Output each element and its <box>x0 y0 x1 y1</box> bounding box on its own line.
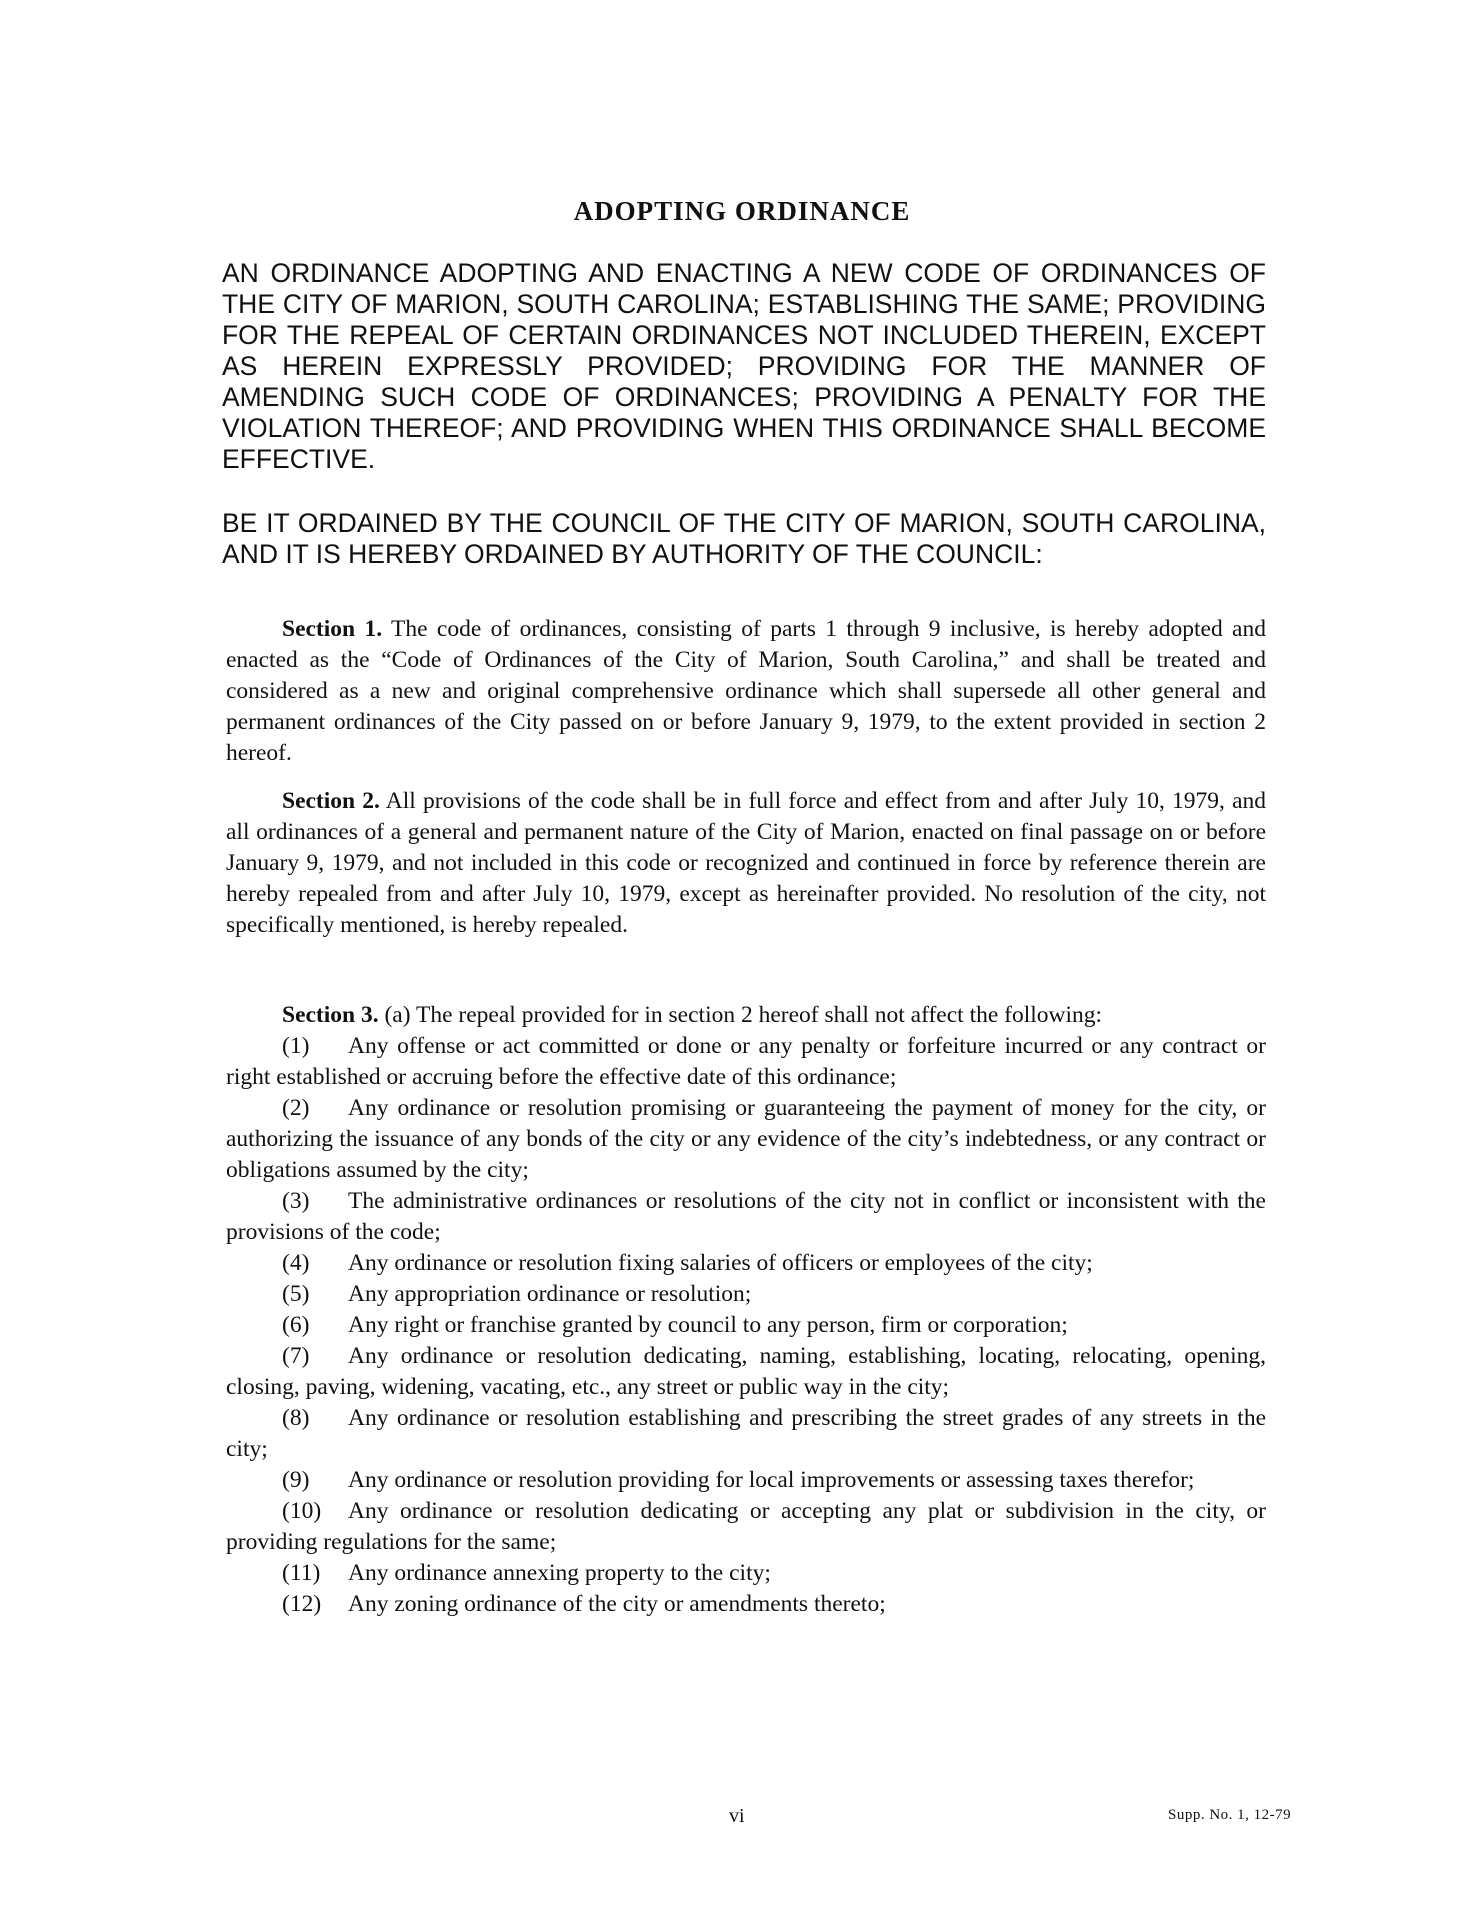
list-item-text: Any ordinance or resolution promising or guaranteeing the payment of money for the city, or authorizing the issuance of any bonds of the city or any evidence of the city’s indebtedness, or any contract or obligations assumed by the city; <box>226 1095 1266 1183</box>
section-2-paragraph <box>226 786 1266 941</box>
list-item <box>226 1465 1266 1496</box>
section-3-text: (a) The repeal provided for in section 2 hereof shall not affect the following: <box>384 1002 1103 1028</box>
supplement-note: Supp. No. 1, 12-79 <box>1168 1807 1292 1823</box>
list-item-text: Any ordinance or resolution dedicating or accepting any plat or subdivision in the city, or providing regulations for the same; <box>226 1498 1266 1555</box>
page-number: vi <box>729 1805 745 1827</box>
list-item-number: (7) <box>282 1343 310 1369</box>
list-item <box>226 1341 1266 1403</box>
list-item-number: (2) <box>282 1095 310 1121</box>
list-item <box>226 1496 1266 1558</box>
list-item <box>226 1279 1266 1310</box>
ordinance-title: AN ORDINANCE ADOPTING AND ENACTING A NEW CODE OF ORDINANCES OF THE CITY OF MARION, SOUTH CAROLINA; ESTABLISHING THE SAME; PROVIDING FOR THE REPEAL OF CERTAIN ORDINANCES NOT INCLUDED THEREIN, EXCEPT AS HEREIN EXPRESSLY PROVIDED; PROVIDING FOR THE MANNER OF AMENDING SUCH CODE OF ORDINANCES; PROVIDING A PENALTY FOR THE VIOLATION THEREOF; AND PROVIDING WHEN THIS ORDINANCE SHALL BECOME EFFECTIVE. <box>222 258 1266 474</box>
list-item-text: Any offense or act committed or done or any penalty or forfeiture incurred or any contract or right established or accruing before the effective date of this ordinance; <box>226 1033 1266 1090</box>
section-3-label: Section 3. <box>282 1002 379 1028</box>
list-item-number: (5) <box>282 1281 310 1307</box>
list-item-number: (4) <box>282 1250 310 1276</box>
list-item-text: Any ordinance or resolution dedicating, naming, establishing, locating, relocating, opening, closing, paving, widening, vacating, etc., any street or public way in the city; <box>226 1343 1266 1400</box>
list-item-number: (9) <box>282 1467 310 1493</box>
list-item-number: (10) <box>282 1498 322 1524</box>
list-item <box>226 1310 1266 1341</box>
section-2 <box>226 786 1266 941</box>
list-item-number: (12) <box>282 1591 322 1617</box>
list-item-number: (8) <box>282 1405 310 1431</box>
section-1 <box>226 614 1266 769</box>
list-item-number: (3) <box>282 1188 310 1214</box>
section-2-text: All provisions of the code shall be in full force and effect from and after July 10, 1979, and all ordinances of a general and permanent nature of the City of Marion, enacted on final passage on or before January 9, 1979, and not included in this code or recognized and continued in force by reference therein are hereby repealed from and after July 10, 1979, except as hereinafter provided. No resolution of the city, not specifically mentioned, is hereby repealed. <box>226 788 1267 938</box>
section-1-paragraph <box>226 614 1266 769</box>
list-item <box>226 1558 1266 1589</box>
list-item-text: Any right or franchise granted by council to any person, firm or corporation; <box>348 1312 1068 1338</box>
list-item-text: The administrative ordinances or resolutions of the city not in conflict or inconsistent with the provisions of the code; <box>226 1188 1266 1245</box>
list-item-text: Any ordinance annexing property to the city; <box>348 1560 771 1586</box>
document-title: ADOPTING ORDINANCE <box>573 196 911 226</box>
list-item-number: (6) <box>282 1312 310 1338</box>
ordaining-clause: BE IT ORDAINED BY THE COUNCIL OF THE CITY OF MARION, SOUTH CAROLINA, AND IT IS HEREBY ORDAINED BY AUTHORITY OF THE COUNCIL: <box>222 508 1266 569</box>
list-item-text: Any zoning ordinance of the city or amendments thereto; <box>348 1591 886 1617</box>
section-3-paragraph <box>226 1000 1266 1031</box>
list-item <box>226 1093 1266 1186</box>
list-item-number: (11) <box>282 1560 321 1586</box>
section-2-label: Section 2. <box>282 788 380 814</box>
section-1-label: Section 1. <box>282 616 383 642</box>
list-item <box>226 1248 1266 1279</box>
list-item <box>226 1031 1266 1093</box>
list-item <box>226 1589 1266 1620</box>
list-item-text: Any ordinance or resolution fixing salaries of officers or employees of the city; <box>348 1250 1093 1276</box>
list-item <box>226 1186 1266 1248</box>
section-1-text: The code of ordinances, consisting of parts 1 through 9 inclusive, is hereby adopted and enacted as the “Code of Ordinances of the City of Marion, South Carolina,” and shall be treated and considered as a new and original comprehensive ordinance which shall supersede all other general and permanent ordinances of the City passed on or before January 9, 1979, to the extent provided in section 2 hereof. <box>226 616 1266 766</box>
list-item-text: Any appropriation ordinance or resolution; <box>348 1281 752 1307</box>
list-item-number: (1) <box>282 1033 310 1059</box>
list-item-text: Any ordinance or resolution establishing and prescribing the street grades of any streets in the city; <box>226 1405 1266 1462</box>
list-item-text: Any ordinance or resolution providing for local improvements or assessing taxes therefor; <box>348 1467 1195 1493</box>
list-item <box>226 1403 1266 1465</box>
section-3 <box>226 1000 1266 1620</box>
